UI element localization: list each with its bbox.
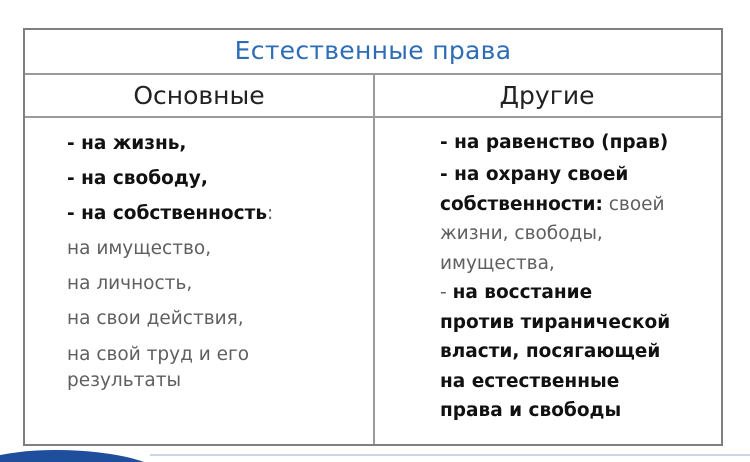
other-right-own: своей [602,193,665,215]
natural-rights-table [23,28,723,446]
other-right-rebellion-line3: власти, посягающей [440,341,661,362]
other-right-rebellion-label: на восстание [452,282,593,303]
basic-rights-list [67,126,367,394]
other-right-rebellion-line5: права и свободы [440,400,622,421]
property-item-person: на личность, [67,273,193,294]
column-header-basic: Основные [133,81,265,110]
property-item-possessions: на имущество, [67,238,212,259]
other-right-protection: - на охрану своей [440,164,629,185]
basic-right-property [67,196,367,231]
other-right-rebellion-line4: на естественные [440,370,620,392]
basic-right-property-colon: : [267,203,274,224]
other-right-property-label: собственности: [440,193,603,215]
other-right-protection-object [440,190,725,220]
basic-right-property-label: - на собственность [67,203,268,224]
accent-shape [0,450,170,462]
basic-right-freedom: - на свободу, [67,168,208,189]
table-title: Естественные права [234,36,512,65]
other-right-rebellion-dash: - [440,282,453,303]
column-header-other: Другие [499,81,595,110]
other-right-rebellion-line2: против тиранической [440,311,671,333]
property-item-labor: на свой труд и его [67,344,250,365]
other-right-life-freedom: жизни, свободы, [440,223,603,244]
other-right-equality: - на равенство (прав) [440,132,669,153]
property-item-actions: на свои действия, [67,308,244,329]
other-rights-list [440,126,725,426]
accent-line [150,454,750,456]
table-title-row [25,30,721,75]
property-item-labor-results: результаты [67,370,182,391]
other-right-rebellion [440,278,725,308]
basic-right-life: - на жизнь, [67,133,187,154]
column-divider [373,75,375,444]
slide-accent-strip [0,450,750,462]
other-right-possessions: имущества, [440,252,555,274]
